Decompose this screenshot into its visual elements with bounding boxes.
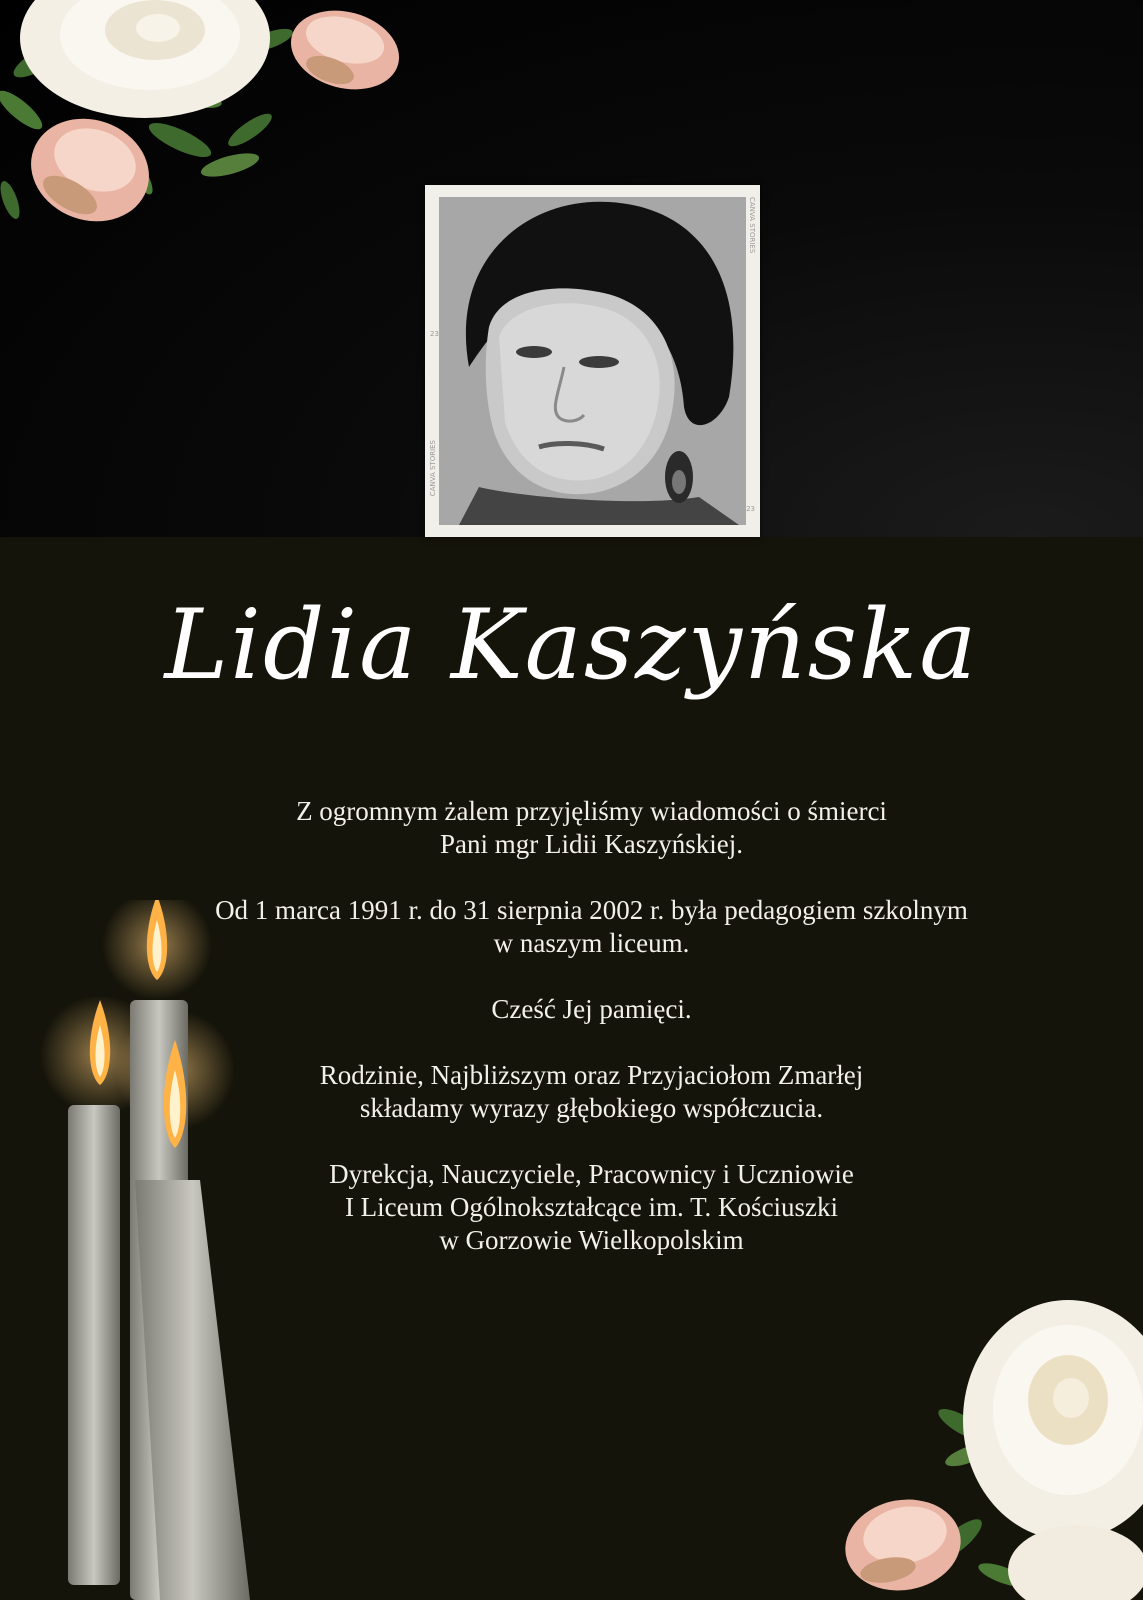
white-rose bbox=[20, 0, 270, 118]
pink-rosebud-1 bbox=[282, 0, 408, 101]
portrait-icon bbox=[439, 197, 746, 525]
text-line: Dyrekcja, Nauczyciele, Pracownicy i Uczniowie bbox=[329, 1159, 854, 1189]
text-line: w naszym liceum. bbox=[493, 928, 690, 958]
text-line: Pani mgr Lidii Kaszyńskiej. bbox=[440, 829, 743, 859]
text-line: Rodzinie, Najbliższym oraz Przyjaciołom Zmarłej bbox=[319, 1060, 864, 1090]
text-line: w Gorzowie Wielkopolskim bbox=[439, 1225, 744, 1255]
text-line: Cześć Jej pamięci. bbox=[491, 994, 692, 1024]
paragraph-announcement bbox=[120, 795, 1063, 861]
paragraph-career bbox=[120, 894, 1063, 960]
white-rose bbox=[963, 1300, 1143, 1540]
film-mark-left: CANVA STORIES bbox=[429, 440, 437, 497]
film-number-right: 23 bbox=[746, 505, 755, 513]
paragraph-condolences bbox=[120, 1059, 1063, 1125]
condolence-message bbox=[120, 795, 1063, 1290]
rose-bouquet-top-left-icon bbox=[0, 0, 410, 240]
paragraph-memory bbox=[120, 993, 1063, 1026]
paragraph-signature bbox=[120, 1158, 1063, 1257]
text-line: składamy wyrazy głębokiego współczucia. bbox=[359, 1093, 824, 1123]
film-mark-right: CANVA STORIES bbox=[748, 197, 756, 254]
pink-rosebud bbox=[843, 1491, 968, 1600]
white-rose-lower bbox=[1008, 1525, 1143, 1600]
text-line: Od 1 marca 1991 r. do 31 sierpnia 2002 r. była pedagogiem szkolnym bbox=[215, 895, 968, 925]
portrait-photo bbox=[425, 185, 760, 537]
text-line: Z ogromnym żalem przyjęliśmy wiadomości o śmierci bbox=[296, 796, 887, 826]
deceased-name: Lidia Kaszyńska bbox=[164, 589, 979, 701]
film-number-left: 23 bbox=[430, 330, 439, 338]
rose-bouquet-bottom-right-icon bbox=[843, 1290, 1143, 1600]
text-line: I Liceum Ogólnokształcące im. T. Kościuszki bbox=[344, 1192, 839, 1222]
